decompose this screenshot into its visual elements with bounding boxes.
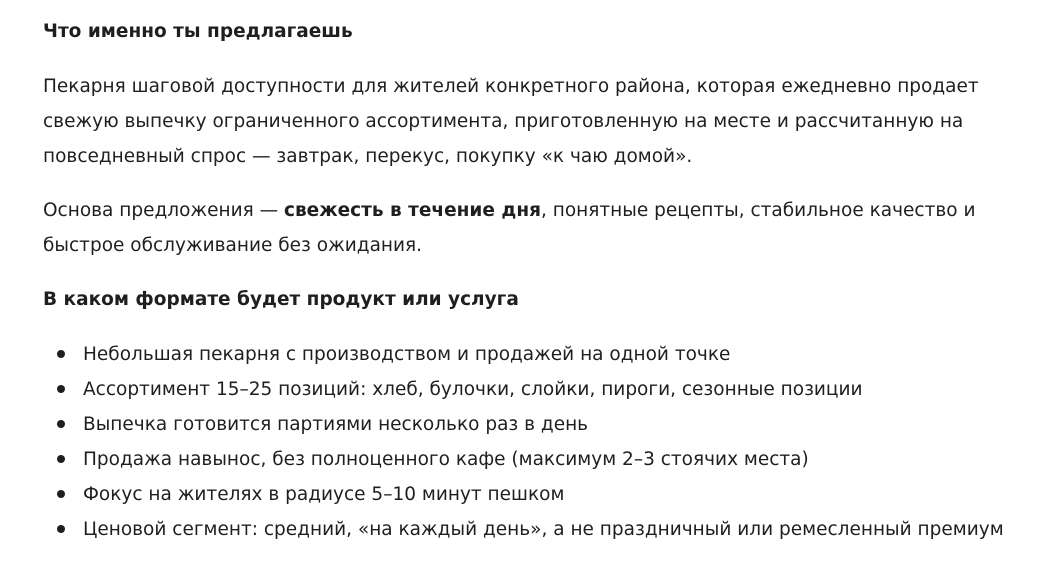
offer-basis-text-start: Основа предложения — xyxy=(43,200,284,221)
bullet-icon xyxy=(57,525,65,533)
bullet-icon xyxy=(57,350,65,358)
section-heading-format: В каком формате будет продукт или услуга xyxy=(43,289,519,310)
list-item xyxy=(43,407,1043,442)
bullet-icon xyxy=(57,455,65,463)
list-item xyxy=(43,512,1043,547)
section-heading-offer: Что именно ты предлагаешь xyxy=(43,21,353,42)
list-item xyxy=(43,372,1043,407)
list-item-text: Фокус на жителях в радиусе 5–10 минут пешком xyxy=(83,484,565,505)
list-item-text: Продажа навынос, без полноценного кафе (максимум 2–3 стоячих места) xyxy=(83,449,809,470)
bullet-icon xyxy=(57,490,65,498)
bullet-icon xyxy=(57,420,65,428)
bullet-icon xyxy=(57,385,65,393)
list-item xyxy=(43,337,1043,372)
format-list xyxy=(43,337,1043,547)
list-item-text: Ассортимент 15–25 позиций: хлеб, булочки, слойки, пироги, сезонные позиции xyxy=(83,379,863,400)
list-item-text: Выпечка готовится партиями несколько раз в день xyxy=(83,414,589,435)
list-item xyxy=(43,442,1043,477)
offer-basis-emphasis: свежесть в течение дня xyxy=(283,200,541,221)
list-item xyxy=(43,477,1043,512)
document-body xyxy=(43,14,1043,547)
list-item-text: Небольшая пекарня с производством и продажей на одной точке xyxy=(83,344,731,365)
offer-basis-paragraph xyxy=(43,193,993,263)
offer-description-paragraph: Пекарня шаговой доступности для жителей конкретного района, которая ежедневно продает свежую выпечку ограниченного ассортимента, приготовленную на месте и рассчитанную на повседневный спрос — завтрак, перекус, покупку «к чаю домой». xyxy=(43,76,979,167)
offer-basis-text-end: , понятные рецепты, стабильное качество и быстрое обслуживание без ожидания. xyxy=(43,200,976,256)
list-item-text: Ценовой сегмент: средний, «на каждый день», а не праздничный или ремесленный премиум xyxy=(83,519,1004,540)
